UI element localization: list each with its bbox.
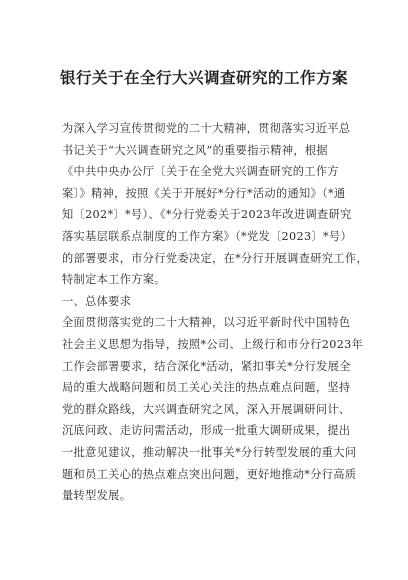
intro-line: 的部署要求，市分行党委决定，在*分行开展调查研究工作， (62, 251, 368, 265)
document-title: 银行关于在全行大兴调查研究的工作方案 (59, 69, 348, 87)
section-line: 全面贯彻落实党的二十大精神，以习近平新时代中国特色 (62, 316, 351, 330)
intro-line: 案〕》精神，按照《关于开展好*分行*活动的通知》（*通 (62, 186, 346, 200)
intro-line: 为深入学习宣传贯彻党的二十大精神，贯彻落实习近平总 (62, 122, 351, 135)
section-line: 沉底问政、走访问需活动，形成一批重大调研成果，提出 (62, 424, 351, 438)
section-line: 社会主义思想为指导，按照*公司、上级行和市分行2023年 (62, 337, 364, 351)
section-line: 一批意见建议，推动解决一批事关*分行转型发展的重大问 (62, 445, 357, 459)
intro-line: 《中共中央办公厅〔关于在全党大兴调查研究的工作方 (62, 165, 339, 179)
section-line: 党的群众路线，大兴调查研究之风，深入开展调研问计、 (62, 402, 351, 416)
section-line: 题和员工关心的热点难点突出问题，更好地推动*分行高质 (62, 467, 357, 481)
intro-line: 特制定本工作方案。 (62, 273, 166, 287)
section-line: 工作会部署要求，结合深化*活动，紧扣事关*分行发展全 (62, 359, 351, 373)
section-line: 量转型发展。 (62, 489, 132, 503)
section-heading: 一、总体要求 (62, 294, 132, 308)
section-line: 局的重大战略问题和员工关心关注的热点难点问题，坚持 (62, 381, 351, 395)
intro-line: 书记关于“大兴调查研究之风”的重要指示精神，根据 (62, 143, 328, 157)
intro-line: 落实基层联系点制度的工作方案》（*党发〔2023〕*号） (62, 229, 352, 243)
document-body (62, 118, 368, 507)
intro-line: 知〔202*〕*号）、《*分行党委关于2023年改进调查研究 (62, 208, 352, 222)
